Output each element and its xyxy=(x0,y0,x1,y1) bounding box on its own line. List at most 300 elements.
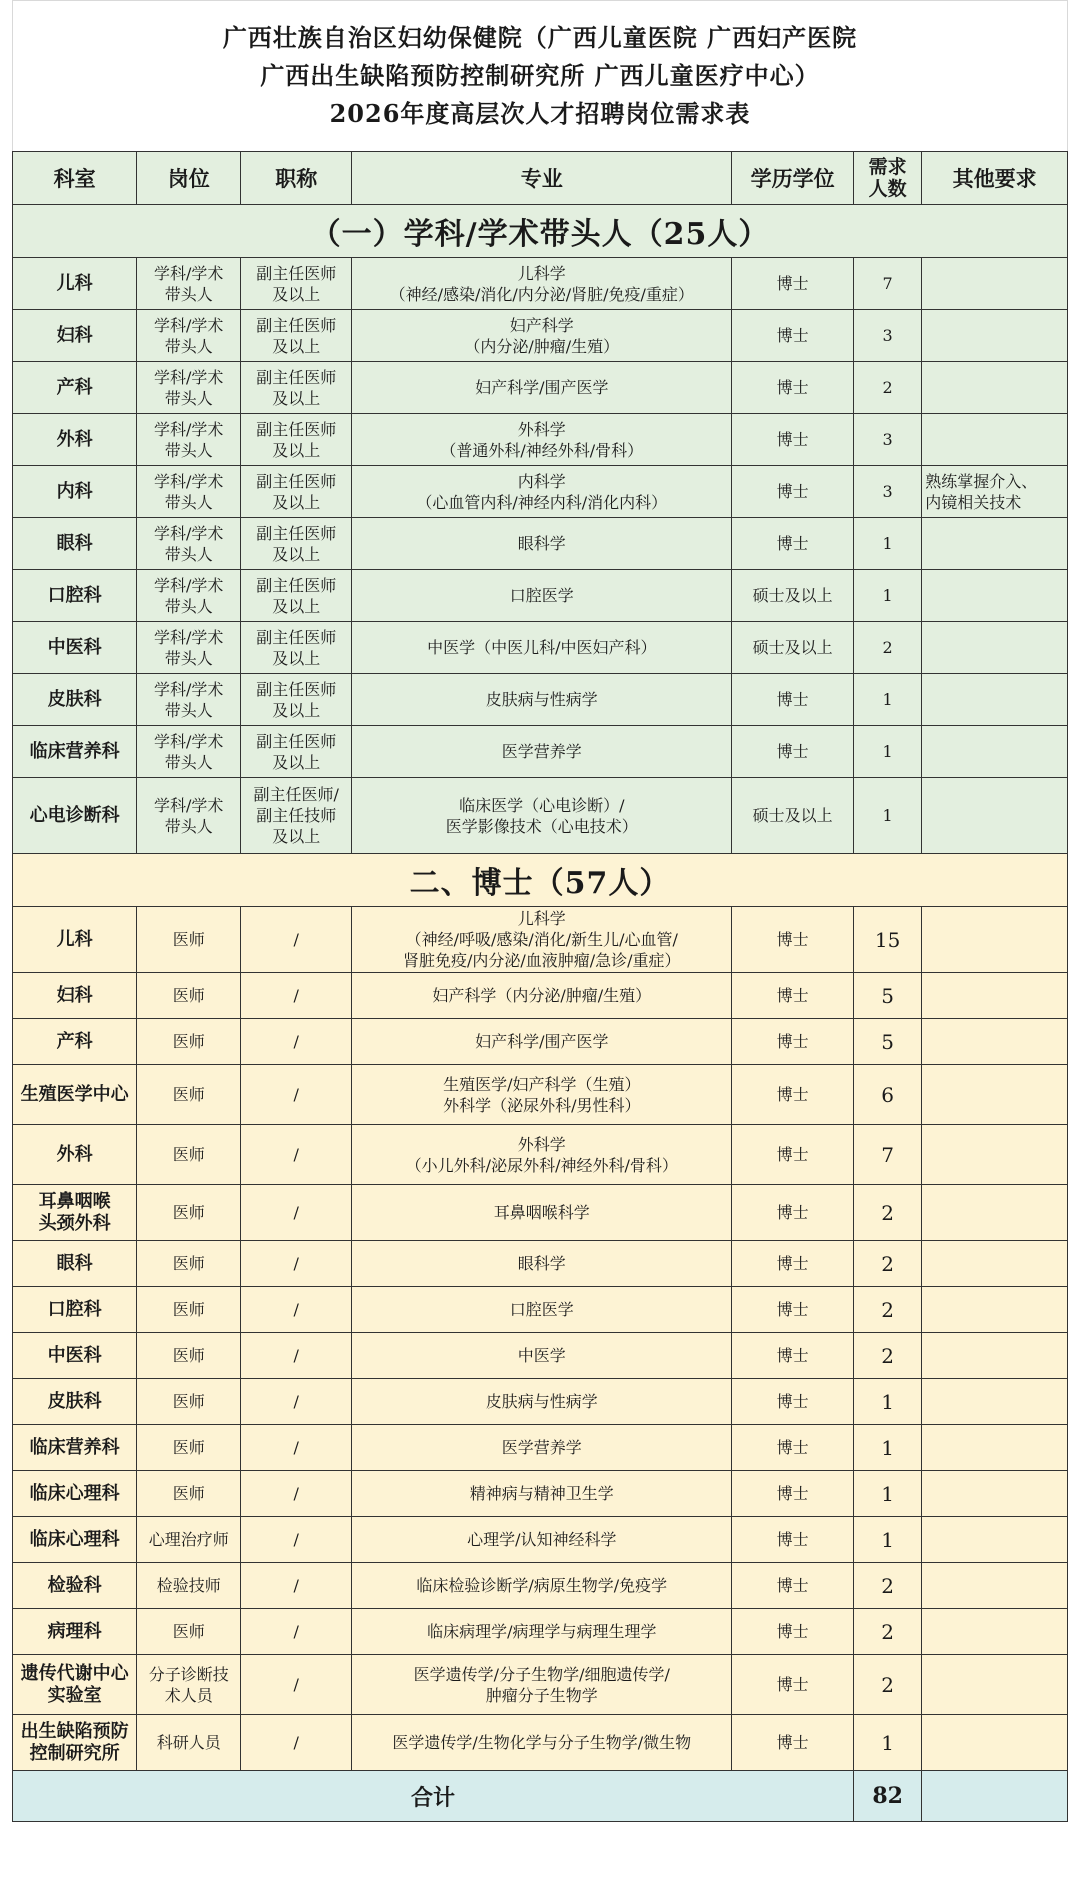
post-cell-text: 学科/学术 xyxy=(154,575,224,595)
rank-cell xyxy=(241,973,352,1019)
post-cell-text: 学科/学术 xyxy=(154,731,224,751)
rank-cell-text: / xyxy=(293,1300,299,1319)
other-cell xyxy=(922,1065,1068,1125)
count-cell xyxy=(854,258,922,310)
major-cell xyxy=(352,1563,732,1609)
major-cell xyxy=(352,622,732,674)
degree-cell xyxy=(732,310,854,362)
table-row xyxy=(13,466,1068,518)
total-label: 合计 xyxy=(13,1771,854,1822)
table-row xyxy=(13,973,1068,1019)
rank-cell xyxy=(241,258,352,310)
post-cell xyxy=(137,258,241,310)
dept-cell-text: 实验室 xyxy=(47,1684,102,1706)
post-cell-text: 学科/学术 xyxy=(154,419,224,439)
dept-cell xyxy=(13,258,137,310)
major-cell-text: 精神病与精神卫生学 xyxy=(469,1484,614,1503)
other-cell-text: 熟练掌握介入、 xyxy=(925,471,1038,491)
post-cell-text: 术人员 xyxy=(164,1685,213,1705)
post-cell xyxy=(137,1333,241,1379)
other-cell xyxy=(922,1563,1068,1609)
dept-cell xyxy=(13,1715,137,1771)
degree-cell-text: 博士 xyxy=(776,482,809,501)
major-cell xyxy=(352,1241,732,1287)
degree-cell-text: 博士 xyxy=(776,1576,809,1595)
other-cell xyxy=(922,1019,1068,1065)
dept-cell-text: 产科 xyxy=(56,1030,93,1052)
major-cell-text: 妇产科学/围产医学 xyxy=(475,1032,609,1051)
degree-cell-text: 博士 xyxy=(776,1530,809,1549)
rank-cell xyxy=(241,1517,352,1563)
major-cell-text: 医学遗传学/生物化学与分子生物学/微生物 xyxy=(392,1733,692,1752)
major-cell-text: 临床医学（心电诊断）/ xyxy=(459,795,625,815)
rank-cell xyxy=(241,1019,352,1065)
major-cell xyxy=(352,1333,732,1379)
total-other xyxy=(922,1771,1068,1822)
degree-cell xyxy=(732,1185,854,1241)
major-cell xyxy=(352,362,732,414)
count-cell xyxy=(854,1517,922,1563)
major-cell xyxy=(352,1471,732,1517)
major-cell-text: 肾脏免疫/内分泌/血液肿瘤/急诊/重症） xyxy=(402,951,681,970)
count-cell-text: 1 xyxy=(882,534,893,553)
rank-cell-text: / xyxy=(293,1346,299,1365)
other-cell xyxy=(922,674,1068,726)
dept-cell-text: 耳鼻咽喉 xyxy=(38,1190,111,1212)
rank-cell-text: / xyxy=(293,1203,299,1222)
rank-cell-text: 及以上 xyxy=(272,648,321,668)
post-cell xyxy=(137,1125,241,1185)
count-cell xyxy=(854,1425,922,1471)
dept-cell-text: 病理科 xyxy=(47,1620,102,1642)
degree-cell-text: 博士 xyxy=(776,1484,809,1503)
title-line-1: 广西壮族自治区妇幼保健院（广西儿童医院 广西妇产医院 xyxy=(222,23,858,52)
major-cell-text: 妇产科学/围产医学 xyxy=(475,378,609,397)
major-cell xyxy=(352,1125,732,1185)
major-cell-text: 临床病理学/病理学与病理生理学 xyxy=(427,1622,657,1641)
rank-cell xyxy=(241,1065,352,1125)
degree-cell xyxy=(732,258,854,310)
degree-cell-text: 硕士及以上 xyxy=(752,638,833,657)
count-cell xyxy=(854,1125,922,1185)
post-cell-text: 医师 xyxy=(172,1484,205,1503)
other-cell xyxy=(922,1471,1068,1517)
count-cell xyxy=(854,414,922,466)
dept-cell xyxy=(13,466,137,518)
table-row xyxy=(13,570,1068,622)
count-cell xyxy=(854,674,922,726)
degree-cell xyxy=(732,414,854,466)
post-cell-text: 心理治疗师 xyxy=(148,1530,229,1549)
major-cell xyxy=(352,518,732,570)
dept-cell xyxy=(13,726,137,778)
dept-cell-text: 妇科 xyxy=(56,324,93,346)
post-cell-text: 带头人 xyxy=(164,700,213,720)
other-cell xyxy=(922,1609,1068,1655)
degree-cell-text: 博士 xyxy=(776,430,809,449)
rank-cell xyxy=(241,1655,352,1715)
count-cell-text: 5 xyxy=(881,983,894,1008)
count-cell-text: 3 xyxy=(882,326,893,345)
table-row xyxy=(13,1425,1068,1471)
degree-cell-text: 博士 xyxy=(776,1438,809,1457)
post-cell xyxy=(137,310,241,362)
dept-cell xyxy=(13,907,137,973)
dept-cell-text: 儿科 xyxy=(56,928,93,950)
major-cell xyxy=(352,310,732,362)
count-cell xyxy=(854,1241,922,1287)
count-cell-text: 2 xyxy=(881,1251,894,1276)
dept-cell xyxy=(13,1379,137,1425)
degree-cell xyxy=(732,907,854,973)
positions-table xyxy=(12,151,1068,1822)
header-count xyxy=(854,152,922,205)
rank-cell xyxy=(241,1241,352,1287)
count-cell-text: 2 xyxy=(881,1573,894,1598)
title-line-3: 2026年度高层次人才招聘岗位需求表 xyxy=(329,99,751,128)
rank-cell-text: 副主任医师 xyxy=(256,575,337,595)
post-cell-text: 医师 xyxy=(172,1438,205,1457)
degree-cell-text: 硕士及以上 xyxy=(752,586,833,605)
post-cell xyxy=(137,1065,241,1125)
post-cell-text: 带头人 xyxy=(164,336,213,356)
count-cell-text: 2 xyxy=(881,1672,894,1697)
post-cell-text: 医师 xyxy=(172,1203,205,1222)
count-cell-text: 1 xyxy=(882,806,893,825)
dept-cell-text: 眼科 xyxy=(56,1252,93,1274)
count-cell xyxy=(854,1655,922,1715)
major-cell-text: 儿科学 xyxy=(517,909,566,928)
table-row xyxy=(13,1185,1068,1241)
count-cell xyxy=(854,1185,922,1241)
count-cell xyxy=(854,622,922,674)
other-cell xyxy=(922,1125,1068,1185)
table-row xyxy=(13,414,1068,466)
rank-cell-text: 副主任医师 xyxy=(256,471,337,491)
major-cell xyxy=(352,258,732,310)
degree-cell-text: 博士 xyxy=(776,1085,809,1104)
rank-cell-text: 副主任医师 xyxy=(256,627,337,647)
rank-cell xyxy=(241,726,352,778)
table-row xyxy=(13,258,1068,310)
dept-cell-text: 心电诊断科 xyxy=(29,804,120,826)
post-cell-text: 医师 xyxy=(172,986,205,1005)
table-row xyxy=(13,310,1068,362)
rank-cell-text: 及以上 xyxy=(272,827,321,846)
major-cell-text: （心血管内科/神经内科/消化内科） xyxy=(416,492,668,512)
table-row xyxy=(13,1379,1068,1425)
post-cell xyxy=(137,1241,241,1287)
post-cell-text: 带头人 xyxy=(164,492,213,512)
degree-cell-text: 博士 xyxy=(776,1032,809,1051)
dept-cell-text: 儿科 xyxy=(56,272,93,294)
major-cell-text: （神经/呼吸/感染/消化/新生儿/心血管/ xyxy=(405,930,678,949)
rank-cell-text: 及以上 xyxy=(272,492,321,512)
dept-cell-text: 口腔科 xyxy=(47,584,102,606)
dept-cell xyxy=(13,1185,137,1241)
total-row xyxy=(13,1771,1068,1822)
table-row xyxy=(13,726,1068,778)
count-cell xyxy=(854,1471,922,1517)
post-cell xyxy=(137,726,241,778)
degree-cell xyxy=(732,1655,854,1715)
other-cell xyxy=(922,1185,1068,1241)
rank-cell-text: / xyxy=(293,1675,299,1694)
dept-cell xyxy=(13,1517,137,1563)
rank-cell xyxy=(241,310,352,362)
major-cell-text: 肿瘤分子生物学 xyxy=(485,1685,598,1705)
major-cell xyxy=(352,1715,732,1771)
dept-cell xyxy=(13,1019,137,1065)
other-cell xyxy=(922,622,1068,674)
count-cell-text: 5 xyxy=(881,1029,894,1054)
post-cell xyxy=(137,1609,241,1655)
dept-cell-text: 外科 xyxy=(56,428,93,450)
dept-cell-text: 眼科 xyxy=(56,532,93,554)
post-cell-text: 学科/学术 xyxy=(154,367,224,387)
rank-cell xyxy=(241,570,352,622)
count-cell xyxy=(854,726,922,778)
rank-cell-text: / xyxy=(293,1530,299,1549)
dept-cell xyxy=(13,414,137,466)
table-row xyxy=(13,778,1068,854)
table-row xyxy=(13,1287,1068,1333)
other-cell xyxy=(922,414,1068,466)
post-cell xyxy=(137,1471,241,1517)
dept-cell xyxy=(13,1333,137,1379)
degree-cell xyxy=(732,726,854,778)
count-cell xyxy=(854,1019,922,1065)
header-major: 专业 xyxy=(352,152,732,205)
rank-cell-text: / xyxy=(293,1032,299,1051)
degree-cell-text: 博士 xyxy=(776,534,809,553)
other-cell xyxy=(922,518,1068,570)
degree-cell xyxy=(732,466,854,518)
post-cell xyxy=(137,570,241,622)
dept-cell-text: 中医科 xyxy=(47,636,102,658)
major-cell xyxy=(352,1019,732,1065)
dept-cell xyxy=(13,973,137,1019)
count-cell-text: 2 xyxy=(881,1619,894,1644)
degree-cell xyxy=(732,674,854,726)
degree-cell xyxy=(732,1019,854,1065)
count-cell-text: 1 xyxy=(881,1527,894,1552)
rank-cell-text: 副主任医师 xyxy=(256,419,337,439)
other-cell xyxy=(922,973,1068,1019)
dept-cell-text: 临床心理科 xyxy=(29,1528,120,1550)
rank-cell-text: / xyxy=(293,1145,299,1164)
count-cell-text: 2 xyxy=(881,1200,894,1225)
degree-cell-text: 博士 xyxy=(776,326,809,345)
degree-cell-text: 博士 xyxy=(776,742,809,761)
dept-cell-text: 检验科 xyxy=(47,1574,102,1596)
major-cell xyxy=(352,570,732,622)
dept-cell-text: 内科 xyxy=(56,480,93,502)
dept-cell-text: 头颈外科 xyxy=(38,1212,111,1234)
major-cell-text: 医学遗传学/分子生物学/细胞遗传学/ xyxy=(413,1664,670,1684)
count-cell xyxy=(854,1287,922,1333)
dept-cell xyxy=(13,1065,137,1125)
dept-cell xyxy=(13,1471,137,1517)
dept-cell xyxy=(13,362,137,414)
rank-cell-text: 副主任技师 xyxy=(256,806,337,825)
rank-cell-text: / xyxy=(293,1254,299,1273)
post-cell-text: 带头人 xyxy=(164,388,213,408)
table-row xyxy=(13,907,1068,973)
major-cell-text: 眼科学 xyxy=(517,534,566,553)
recruitment-sheet xyxy=(12,0,1068,1822)
dept-cell-text: 口腔科 xyxy=(47,1298,102,1320)
count-cell-text: 1 xyxy=(882,586,893,605)
post-cell xyxy=(137,778,241,854)
degree-cell xyxy=(732,362,854,414)
post-cell xyxy=(137,1185,241,1241)
count-cell xyxy=(854,1715,922,1771)
major-cell-text: 眼科学 xyxy=(517,1254,566,1273)
post-cell xyxy=(137,362,241,414)
post-cell-text: 学科/学术 xyxy=(154,627,224,647)
degree-cell-text: 博士 xyxy=(776,1675,809,1694)
header-post: 岗位 xyxy=(137,152,241,205)
major-cell xyxy=(352,674,732,726)
count-cell xyxy=(854,973,922,1019)
table-row xyxy=(13,1125,1068,1185)
post-cell-text: 医师 xyxy=(172,1392,205,1411)
other-cell xyxy=(922,466,1068,518)
other-cell xyxy=(922,570,1068,622)
other-cell xyxy=(922,1241,1068,1287)
major-cell-text: 中医学 xyxy=(517,1346,566,1365)
rank-cell xyxy=(241,622,352,674)
dept-cell xyxy=(13,1563,137,1609)
major-cell-text: （内分泌/肿瘤/生殖） xyxy=(464,336,620,356)
post-cell-text: 带头人 xyxy=(164,816,213,836)
rank-cell xyxy=(241,674,352,726)
count-cell xyxy=(854,518,922,570)
degree-cell xyxy=(732,1287,854,1333)
rank-cell xyxy=(241,362,352,414)
rank-cell-text: 及以上 xyxy=(272,596,321,616)
table-row xyxy=(13,1471,1068,1517)
degree-cell-text: 博士 xyxy=(776,1622,809,1641)
major-cell-text: 外科学 xyxy=(517,1134,566,1154)
rank-cell-text: / xyxy=(293,1733,299,1752)
rank-cell-text: 副主任医师/ xyxy=(253,785,339,804)
major-cell-text: 医学营养学 xyxy=(501,742,582,761)
post-cell-text: 带头人 xyxy=(164,284,213,304)
rank-cell-text: 副主任医师 xyxy=(256,523,337,543)
degree-cell-text: 博士 xyxy=(776,1392,809,1411)
header-rank: 职称 xyxy=(241,152,352,205)
degree-cell xyxy=(732,1125,854,1185)
post-cell xyxy=(137,1019,241,1065)
dept-cell xyxy=(13,518,137,570)
major-cell-text: （神经/感染/消化/内分泌/肾脏/免疫/重症） xyxy=(389,284,694,304)
count-cell xyxy=(854,310,922,362)
post-cell xyxy=(137,1563,241,1609)
table-row xyxy=(13,1715,1068,1771)
rank-cell-text: / xyxy=(293,1085,299,1104)
post-cell-text: 学科/学术 xyxy=(154,263,224,283)
degree-cell xyxy=(732,1333,854,1379)
other-cell xyxy=(922,1425,1068,1471)
rank-cell-text: / xyxy=(293,930,299,949)
major-cell-text: 生殖医学/妇产科学（生殖） xyxy=(443,1074,641,1094)
table-row xyxy=(13,1609,1068,1655)
rank-cell xyxy=(241,414,352,466)
degree-cell xyxy=(732,1425,854,1471)
other-cell xyxy=(922,1655,1068,1715)
other-cell xyxy=(922,726,1068,778)
count-cell xyxy=(854,1065,922,1125)
degree-cell-text: 博士 xyxy=(776,1300,809,1319)
dept-cell-text: 遗传代谢中心 xyxy=(20,1662,129,1684)
other-cell xyxy=(922,258,1068,310)
dept-cell-text: 控制研究所 xyxy=(29,1742,120,1764)
major-cell-text: 内科学 xyxy=(517,471,566,491)
post-cell-text: 医师 xyxy=(172,1346,205,1365)
rank-cell xyxy=(241,1333,352,1379)
post-cell-text: 分子诊断技 xyxy=(148,1664,229,1684)
table-row xyxy=(13,1019,1068,1065)
degree-cell-text: 硕士及以上 xyxy=(752,806,833,825)
post-cell xyxy=(137,1715,241,1771)
degree-cell-text: 博士 xyxy=(776,1203,809,1222)
degree-cell xyxy=(732,1471,854,1517)
header-degree: 学历学位 xyxy=(732,152,854,205)
major-cell-text: 心理学/认知神经科学 xyxy=(467,1530,617,1549)
major-cell xyxy=(352,1425,732,1471)
major-cell-text: 妇产科学 xyxy=(509,315,574,335)
rank-cell xyxy=(241,907,352,973)
post-cell-text: 带头人 xyxy=(164,596,213,616)
rank-cell xyxy=(241,1379,352,1425)
post-cell-text: 医师 xyxy=(172,1145,205,1164)
table-row xyxy=(13,1333,1068,1379)
degree-cell-text: 博士 xyxy=(776,690,809,709)
table-row xyxy=(13,518,1068,570)
count-cell xyxy=(854,466,922,518)
document-title xyxy=(12,0,1068,151)
dept-cell xyxy=(13,674,137,726)
post-cell-text: 医师 xyxy=(172,1254,205,1273)
table-row xyxy=(13,1655,1068,1715)
degree-cell xyxy=(732,622,854,674)
major-cell-text: （普通外科/神经外科/骨科） xyxy=(440,440,644,460)
header-count-line1: 需求 xyxy=(868,156,907,178)
count-cell-text: 1 xyxy=(882,690,893,709)
post-cell-text: 医师 xyxy=(172,1300,205,1319)
major-cell xyxy=(352,778,732,854)
other-cell xyxy=(922,1287,1068,1333)
dept-cell xyxy=(13,622,137,674)
post-cell xyxy=(137,1287,241,1333)
count-cell-text: 1 xyxy=(882,742,893,761)
section1-banner: （一）学科/学术带头人（25人） xyxy=(13,205,1068,258)
count-cell xyxy=(854,570,922,622)
count-cell-text: 7 xyxy=(881,1142,894,1167)
count-cell-text: 7 xyxy=(882,274,893,293)
count-cell-text: 3 xyxy=(882,482,893,501)
count-cell xyxy=(854,907,922,973)
rank-cell-text: 及以上 xyxy=(272,336,321,356)
major-cell-text: 外科学 xyxy=(517,419,566,439)
rank-cell-text: / xyxy=(293,1438,299,1457)
rank-cell xyxy=(241,1125,352,1185)
dept-cell xyxy=(13,1241,137,1287)
table-row xyxy=(13,622,1068,674)
other-cell xyxy=(922,1517,1068,1563)
